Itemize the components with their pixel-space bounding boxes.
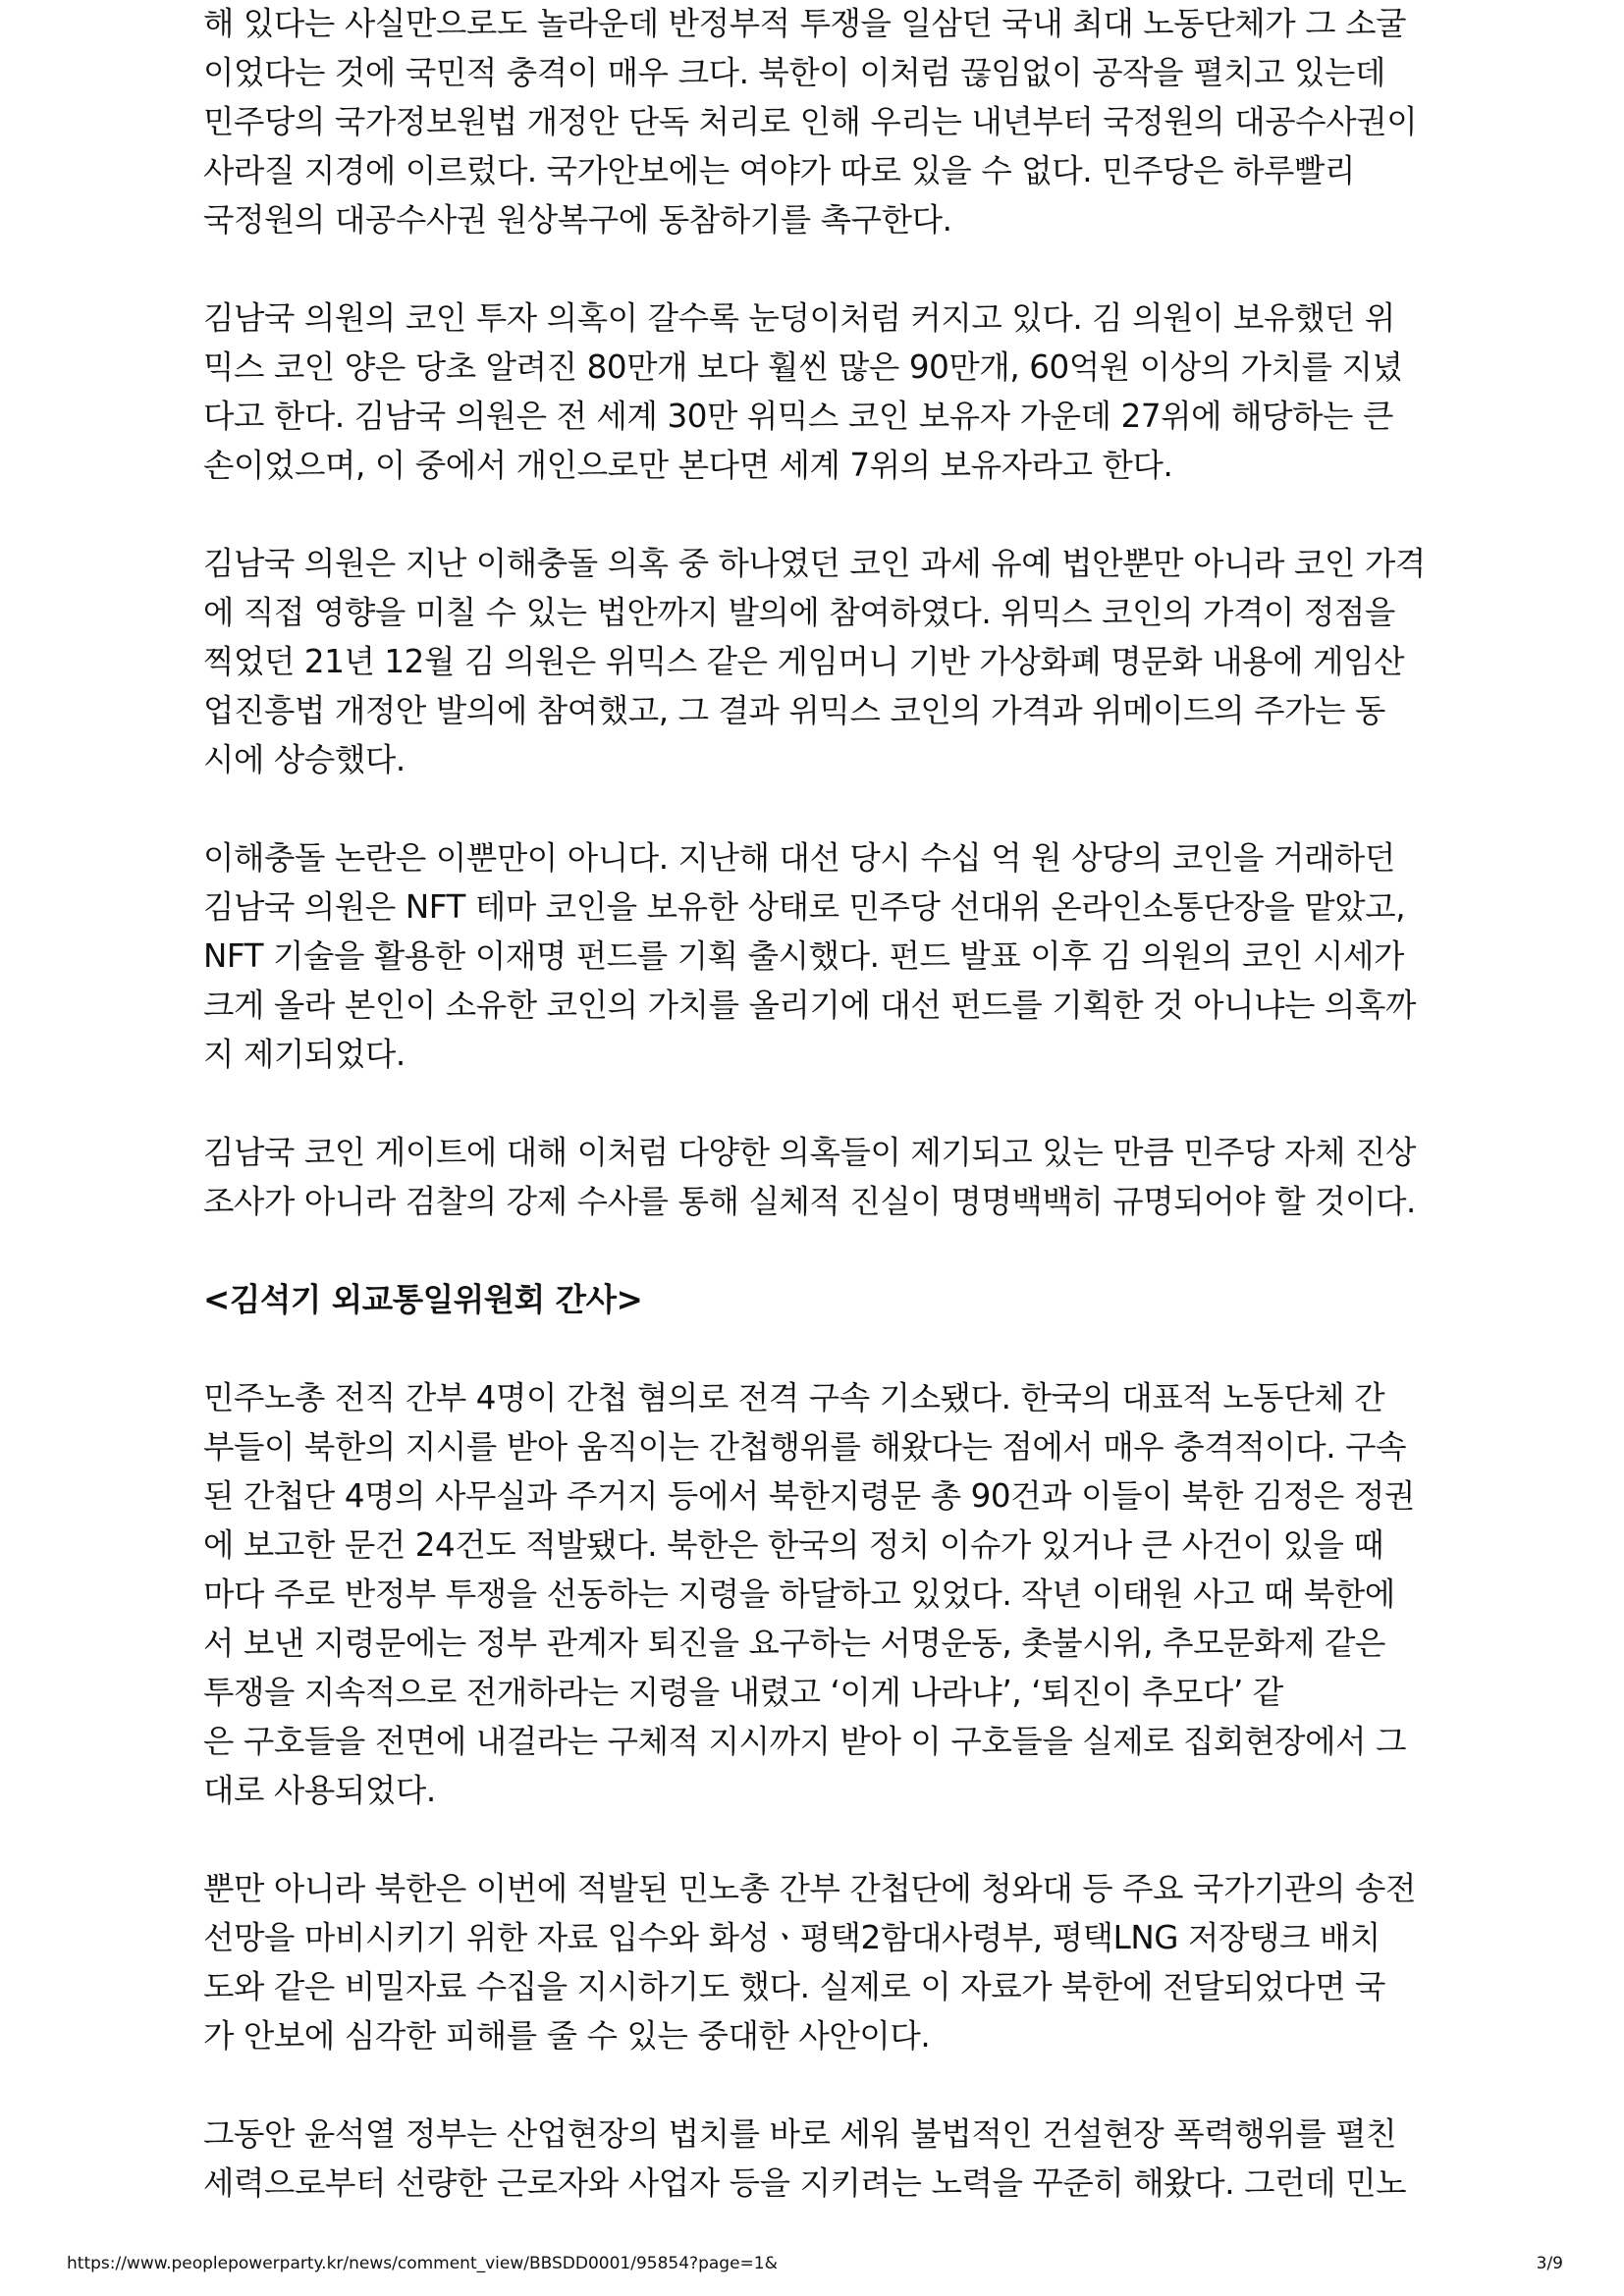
text-line: 믹스 코인 양은 당초 알려진 80만개 보다 훨씬 많은 90만개, 60억원 이상의 가치를 지녔 (203, 348, 1403, 386)
text-line: NFT 기술을 활용한 이재명 펀드를 기획 출시했다. 펀드 발표 이후 김 의원의 코인 시세가 (203, 937, 1404, 975)
section-heading (203, 1275, 1440, 1324)
paragraph-nis-investigation (203, 0, 1440, 244)
text-line: 부들이 북한의 지시를 받아 움직이는 간첩행위를 해왔다는 점에서 매우 충격적이다. 구속 (203, 1428, 1407, 1466)
text-line: 김남국 의원의 코인 투자 의혹이 갈수록 눈덩이처럼 커지고 있다. 김 의원이 보유했던 위 (203, 299, 1395, 337)
paragraph-investigation-call (203, 1128, 1440, 1226)
text-line: 조사가 아니라 검찰의 강제 수사를 통해 실체적 진실이 명명백백히 규명되어야 할 것이다. (203, 1183, 1416, 1220)
paragraph-bill-proposals (203, 539, 1440, 784)
text-line: 에 직접 영향을 미칠 수 있는 법안까지 발의에 참여하였다. 위믹스 코인의 가격이 정점을 (203, 594, 1395, 631)
text-line: 된 간첩단 4명의 사무실과 주거지 등에서 북한지령문 총 90건과 이들이 북한 김정은 정권 (203, 1477, 1415, 1515)
page-footer (67, 2252, 1563, 2275)
paragraph-spy-indictment (203, 1373, 1440, 1815)
text-line: 투쟁을 지속적으로 전개하라는 지령을 내렸고 ‘이게 나라냐’, ‘퇴진이 추모다’ 같 (203, 1674, 1283, 1711)
text-line: 국정원의 대공수사권 원상복구에 동참하기를 촉구한다. (203, 201, 952, 239)
paragraph-conflict-of-interest (203, 833, 1440, 1079)
text-line: 지 제기되었다. (203, 1036, 406, 1073)
text-line: 김남국 의원은 지난 이해충돌 의혹 중 하나였던 코인 과세 유예 법안뿐만 아니라 코인 가격 (203, 545, 1426, 582)
text-line: 이었다는 것에 국민적 충격이 매우 크다. 북한이 이처럼 끊임없이 공작을 펼치고 있는데 (203, 54, 1385, 91)
text-line: 서 보낸 지령문에는 정부 관계자 퇴진을 요구하는 서명운동, 촛불시위, 추모문화제 같은 (203, 1625, 1385, 1662)
text-line: 해 있다는 사실만으로도 놀라운데 반정부적 투쟁을 일삼던 국내 최대 노동단체가 그 소굴 (203, 5, 1407, 42)
article-body (203, 0, 1440, 2257)
paragraph-secret-data (203, 1864, 1440, 2060)
paragraph-government-efforts (203, 2109, 1440, 2208)
text-line: 세력으로부터 선량한 근로자와 사업자 등을 지키려는 노력을 꾸준히 해왔다. 그런데 민노 (203, 2164, 1407, 2202)
text-line: 그동안 윤석열 정부는 산업현장의 법치를 바로 세워 불법적인 건설현장 폭력행위를 펼친 (203, 2115, 1397, 2153)
text-line: 손이었으며, 이 중에서 개인으로만 본다면 세계 7위의 보유자라고 한다. (203, 447, 1173, 484)
text-line: 사라질 지경에 이르렀다. 국가안보에는 여야가 따로 있을 수 없다. 민주당은 하루빨리 (203, 152, 1356, 189)
text-line: 뿐만 아니라 북한은 이번에 적발된 민노총 간부 간첩단에 청와대 등 주요 국가기관의 송전 (203, 1870, 1416, 1907)
text-line: 업진흥법 개정안 발의에 참여했고, 그 결과 위믹스 코인의 가격과 위메이드의 주가는 동 (203, 692, 1385, 729)
text-line: 이해충돌 논란은 이뿐만이 아니다. 지난해 대선 당시 수십 억 원 상당의 코인을 거래하던 (203, 839, 1395, 877)
text-line: 김남국 의원은 NFT 테마 코인을 보유한 상태로 민주당 선대위 온라인소통단장을 맡았고, (203, 888, 1406, 926)
footer-url[interactable]: https://www.peoplepowerparty.kr/news/comment_view/BBSDD0001/95854?page=1& (67, 2254, 778, 2273)
text-line: 에 보고한 문건 24건도 적발됐다. 북한은 한국의 정치 이슈가 있거나 큰 사건이 있을 때 (203, 1526, 1384, 1564)
text-line: 가 안보에 심각한 피해를 줄 수 있는 중대한 사안이다. (203, 2017, 931, 2055)
text-line: 다고 한다. 김남국 의원은 전 세계 30만 위믹스 코인 보유자 가운데 27위에 해당하는 큰 (203, 398, 1393, 435)
text-line: 찍었던 21년 12월 김 의원은 위믹스 같은 게임머니 기반 가상화폐 명문화 내용에 게임산 (203, 643, 1405, 680)
text-line: 시에 상승했다. (203, 741, 406, 778)
page-number: 3/9 (1536, 2254, 1563, 2273)
paragraph-coin-holdings (203, 294, 1440, 490)
text-line: 김남국 코인 게이트에 대해 이처럼 다양한 의혹들이 제기되고 있는 만큼 민주당 자체 진상 (203, 1134, 1416, 1171)
text-line: 민주노총 전직 간부 4명이 간첩 혐의로 전격 구속 기소됐다. 한국의 대표적 노동단체 간 (203, 1379, 1385, 1416)
section-heading-text: <김석기 외교통일위원회 간사> (203, 1281, 643, 1318)
text-line: 크게 올라 본인이 소유한 코인의 가치를 올리기에 대선 펀드를 기획한 것 아니냐는 의혹까 (203, 987, 1416, 1024)
text-line: 선망을 마비시키기 위한 자료 입수와 화성ㆍ평택2함대사령부, 평택LNG 저장탱크 배치 (203, 1919, 1380, 1956)
text-line: 민주당의 국가정보원법 개정안 단독 처리로 인해 우리는 내년부터 국정원의 대공수사권이 (203, 103, 1418, 140)
text-line: 대로 사용되었다. (203, 1772, 436, 1809)
text-line: 도와 같은 비밀자료 수집을 지시하기도 했다. 실제로 이 자료가 북한에 전달되었다면 국 (203, 1968, 1385, 2005)
text-line: 은 구호들을 전면에 내걸라는 구체적 지시까지 받아 이 구호들을 실제로 집회현장에서 그 (203, 1723, 1407, 1760)
text-line: 마다 주로 반정부 투쟁을 선동하는 지령을 하달하고 있었다. 작년 이태원 사고 때 북한에 (203, 1575, 1395, 1613)
